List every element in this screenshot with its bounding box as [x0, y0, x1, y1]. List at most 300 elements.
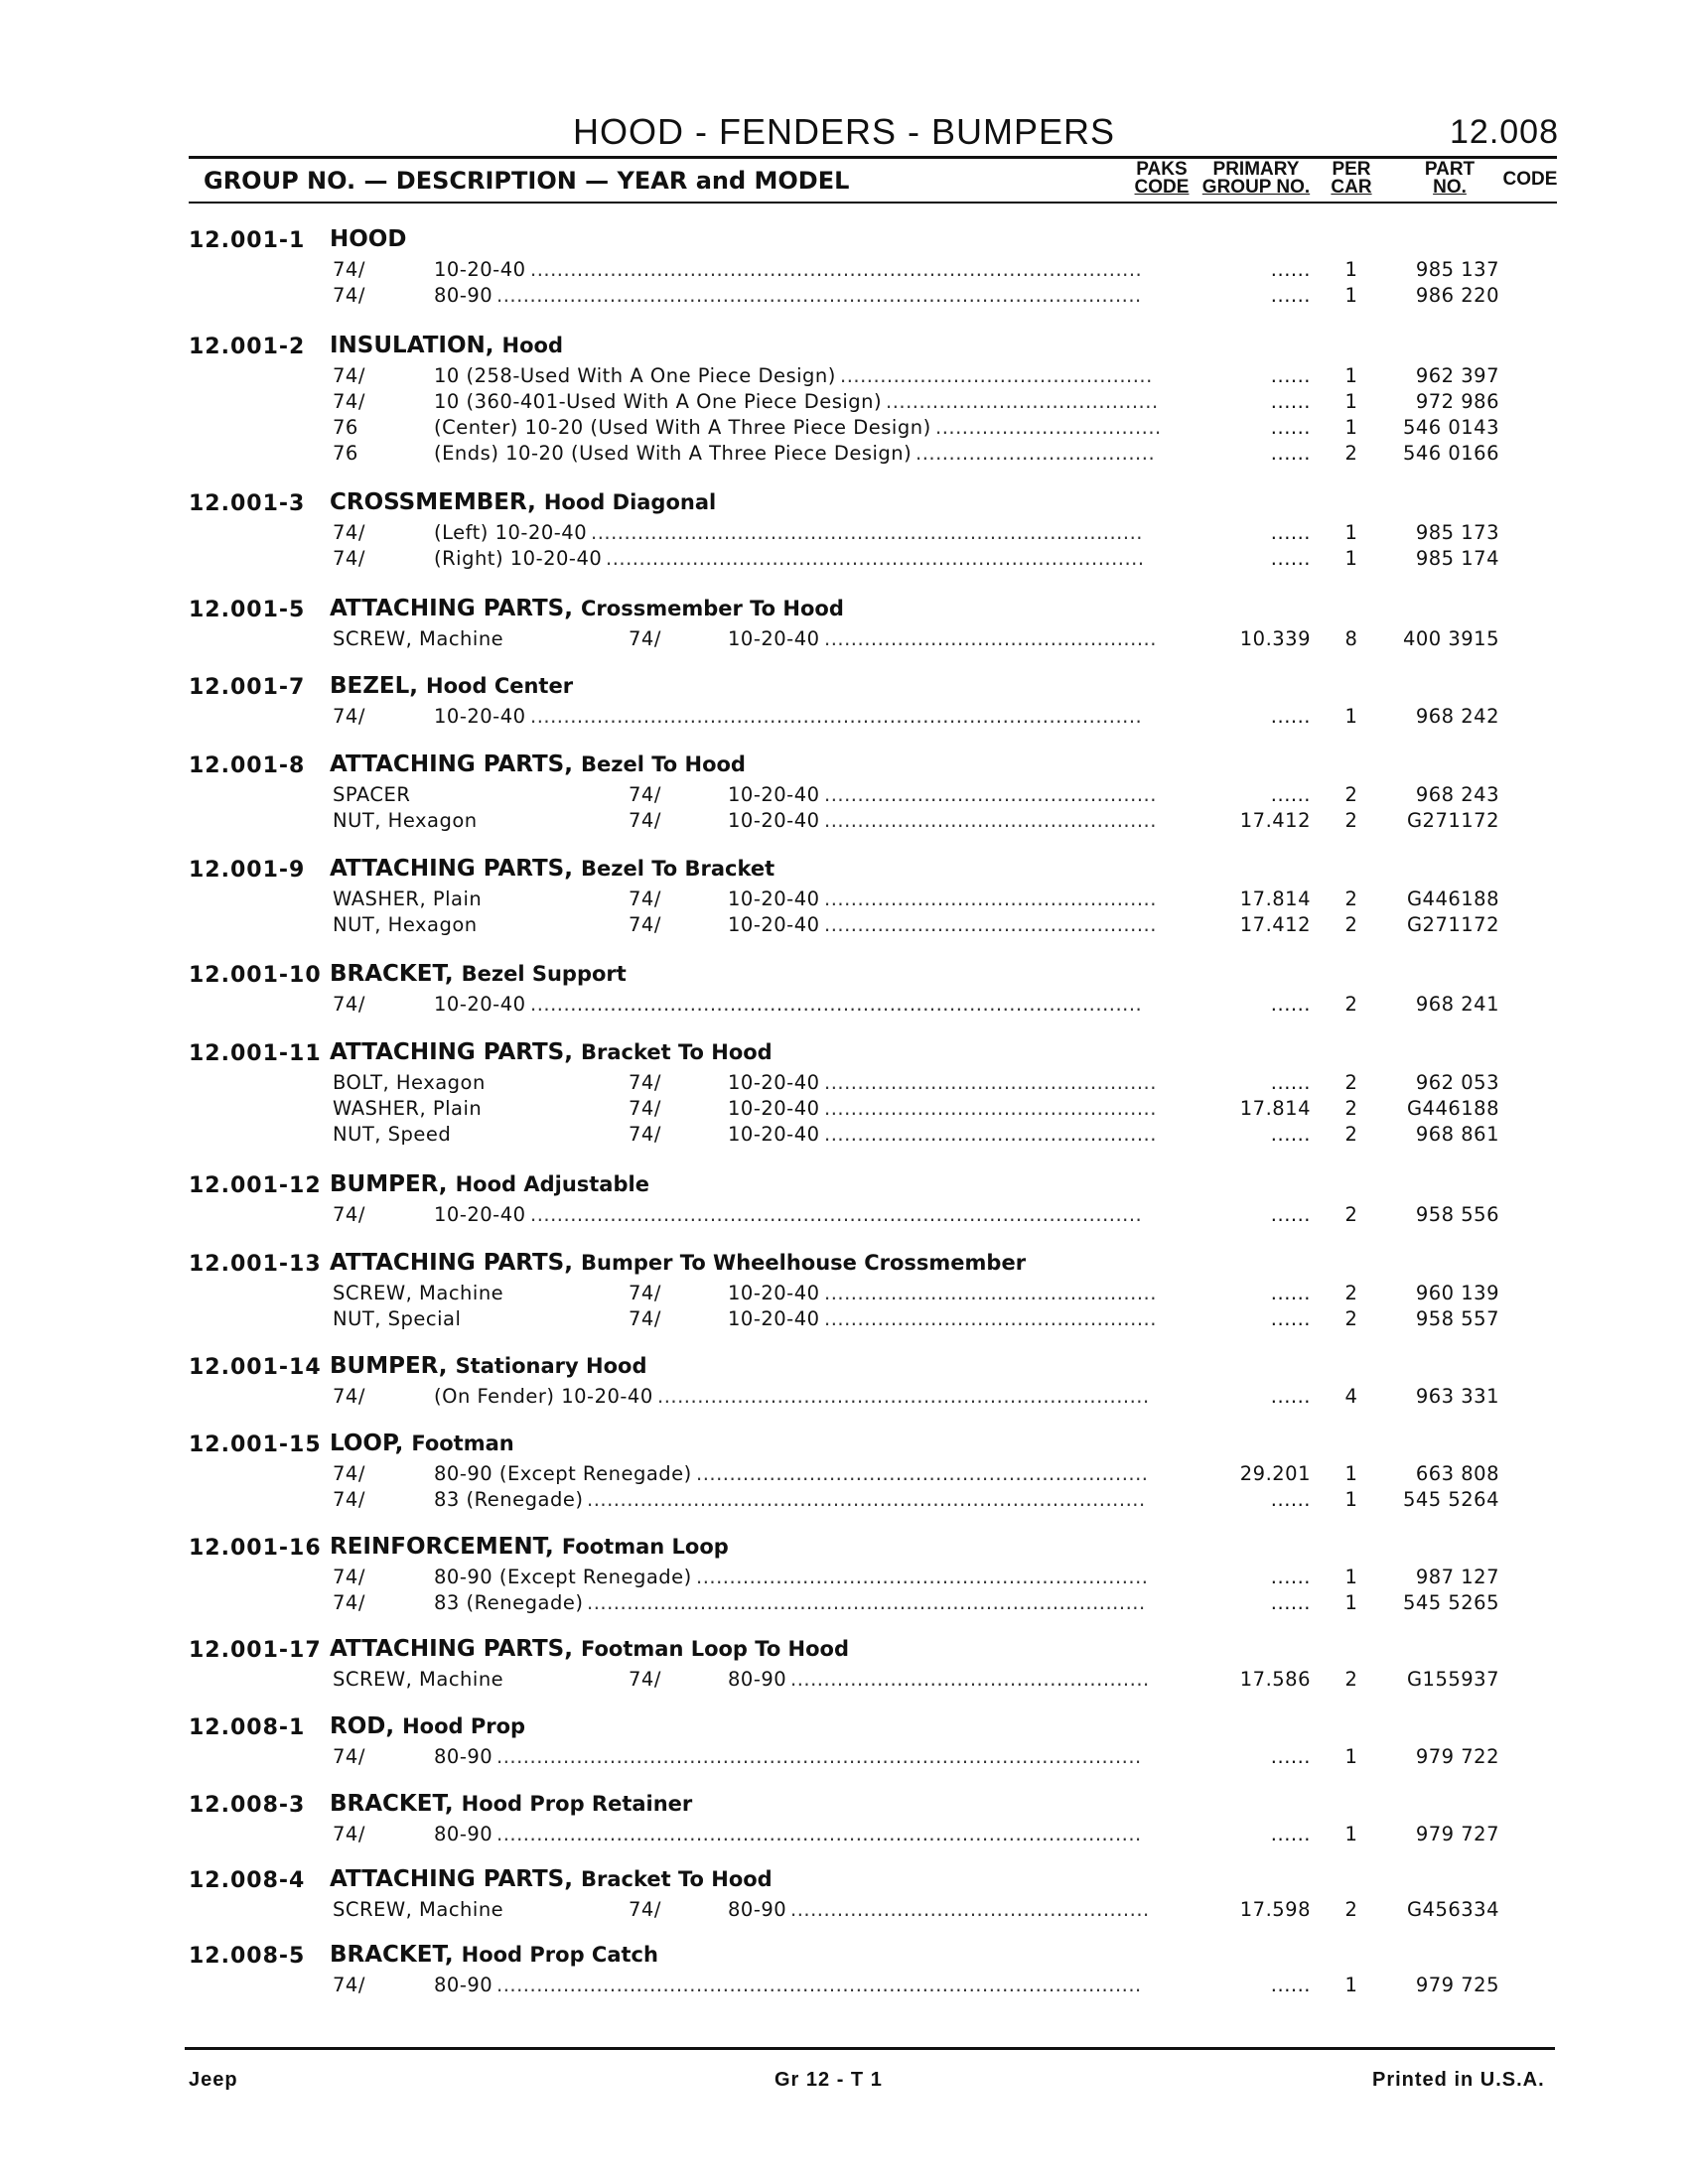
- group-number: 12.001-16: [189, 1536, 322, 1561]
- dot-leader: .................................................................................................: [496, 1974, 1142, 1996]
- dot-leader: ......................................................: [790, 1668, 1150, 1691]
- part-row: [0, 258, 1688, 284]
- model-description: 80-90: [434, 1745, 493, 1768]
- primary-group-no: ......: [1270, 705, 1311, 728]
- group-title: [330, 489, 716, 515]
- part-number: 985 137: [1415, 258, 1499, 281]
- group-number: 12.008-1: [189, 1715, 306, 1740]
- primary-group-no: ......: [1270, 442, 1311, 465]
- primary-group-no: ......: [1270, 521, 1311, 544]
- item-name: NUT, Hexagon: [333, 913, 478, 936]
- per-car-qty: 2: [1344, 1282, 1358, 1304]
- model-description: 83 (Renegade): [434, 1488, 584, 1511]
- part-row: [0, 390, 1688, 416]
- item-name: SPACER: [333, 783, 411, 806]
- per-car-qty: 8: [1344, 627, 1358, 650]
- part-number: 958 557: [1415, 1307, 1499, 1330]
- per-car-qty: 1: [1344, 1823, 1358, 1845]
- column-header-code: CODE: [1502, 169, 1558, 190]
- part-number: G446188: [1406, 887, 1499, 910]
- group-subtitle: Hood Prop Retainer: [461, 1792, 693, 1816]
- dot-leader: ............................................................................................: [530, 1203, 1143, 1226]
- dot-leader: ..................................: [935, 416, 1162, 439]
- footer-group-ref: Gr 12 - T 1: [774, 2069, 883, 2091]
- model-year: 74/: [333, 1823, 365, 1845]
- group-subtitle: Hood Prop: [402, 1714, 526, 1738]
- group-number: 12.001-9: [189, 858, 306, 883]
- part-number: 960 139: [1415, 1282, 1499, 1304]
- per-car-qty: 1: [1344, 390, 1358, 413]
- group-title: [330, 1942, 658, 1968]
- dot-leader: ..................................................: [824, 809, 1157, 832]
- group-number: 12.001-11: [189, 1041, 322, 1066]
- group-subtitle: Hood Diagonal: [543, 490, 717, 514]
- group-name: BRACKET,: [330, 961, 454, 987]
- part-number: G271172: [1406, 913, 1499, 936]
- part-row: [0, 1566, 1688, 1591]
- dot-leader: ..........................................................................: [657, 1385, 1150, 1408]
- dot-leader: ..................................................: [824, 887, 1157, 910]
- primary-group-no: ......: [1270, 1823, 1311, 1845]
- part-row: [0, 1898, 1688, 1924]
- item-name: NUT, Hexagon: [333, 809, 478, 832]
- primary-group-no: ......: [1270, 1591, 1311, 1614]
- part-number: 968 243: [1415, 783, 1499, 806]
- dot-leader: .................................................................................: [606, 547, 1145, 570]
- group-number: 12.001-12: [189, 1173, 322, 1198]
- group-name: LOOP,: [330, 1431, 404, 1456]
- model-description: 10-20-40: [728, 913, 820, 936]
- model-year: 74/: [629, 1668, 661, 1691]
- primary-group-no: ......: [1270, 1488, 1311, 1511]
- group-subtitle: Footman Loop: [561, 1535, 729, 1559]
- model-year: 74/: [333, 1488, 365, 1511]
- dot-leader: ......................................................: [790, 1898, 1150, 1921]
- model-description: 10-20-40: [728, 1123, 820, 1146]
- per-car-qty: 2: [1344, 1203, 1358, 1226]
- part-number: 546 0166: [1402, 442, 1499, 465]
- model-year: 76: [333, 442, 358, 465]
- group-subtitle: Bracket To Hood: [581, 1867, 773, 1891]
- per-car-qty: 2: [1344, 913, 1358, 936]
- model-year: 74/: [629, 809, 661, 832]
- model-description: (On Fender) 10-20-40: [434, 1385, 653, 1408]
- primary-group-no: ......: [1270, 364, 1311, 387]
- part-row: [0, 521, 1688, 547]
- model-year: 74/: [333, 705, 365, 728]
- model-year: 74/: [629, 1307, 661, 1330]
- per-car-qty: 2: [1344, 1097, 1358, 1120]
- model-year: 74/: [333, 1385, 365, 1408]
- per-car-qty: 2: [1344, 783, 1358, 806]
- model-description: 80-90 (Except Renegade): [434, 1462, 692, 1485]
- primary-group-no: ......: [1270, 258, 1311, 281]
- part-number: 979 725: [1415, 1974, 1499, 1996]
- model-year: 74/: [333, 547, 365, 570]
- part-number: G446188: [1406, 1097, 1499, 1120]
- per-car-qty: 2: [1344, 809, 1358, 832]
- model-description: (Right) 10-20-40: [434, 547, 603, 570]
- part-number: 979 727: [1415, 1823, 1499, 1845]
- group-name: ROD,: [330, 1713, 395, 1739]
- group-subtitle: Bumper To Wheelhouse Crossmember: [581, 1251, 1027, 1275]
- dot-leader: ..................................................: [824, 1307, 1157, 1330]
- part-number: 985 174: [1415, 547, 1499, 570]
- group-subtitle: Footman: [411, 1432, 514, 1455]
- primary-group-no: ......: [1270, 1282, 1311, 1304]
- primary-group-no: ......: [1270, 547, 1311, 570]
- item-name: SCREW, Machine: [333, 1668, 504, 1691]
- group-name: CROSSMEMBER,: [330, 489, 536, 515]
- group-title: [330, 961, 627, 987]
- model-description: 80-90 (Except Renegade): [434, 1566, 692, 1588]
- model-description: 10 (258-Used With A One Piece Design): [434, 364, 836, 387]
- group-number: 12.001-10: [189, 963, 322, 988]
- part-row: [0, 913, 1688, 939]
- dot-leader: ............................................................................................: [530, 705, 1143, 728]
- primary-group-no: 17.814: [1239, 887, 1311, 910]
- primary-group-no: ......: [1270, 1123, 1311, 1146]
- part-number: 958 556: [1415, 1203, 1499, 1226]
- item-name: SCREW, Machine: [333, 1898, 504, 1921]
- part-row: [0, 1203, 1688, 1229]
- group-subtitle: Hood Prop Catch: [461, 1943, 658, 1967]
- group-number: 12.008-3: [189, 1793, 306, 1818]
- column-header-per-car: PER CAR: [1331, 159, 1372, 198]
- group-name: ATTACHING PARTS,: [330, 1866, 573, 1892]
- primary-group-no: ......: [1270, 416, 1311, 439]
- primary-group-no: 17.412: [1239, 809, 1311, 832]
- part-row: [0, 887, 1688, 913]
- model-description: 10-20-40: [728, 1097, 820, 1120]
- model-year: 74/: [629, 627, 661, 650]
- primary-group-no: ......: [1270, 1974, 1311, 1996]
- model-description: 10-20-40: [434, 705, 526, 728]
- group-name: ATTACHING PARTS,: [330, 1250, 573, 1276]
- part-number: G271172: [1406, 809, 1499, 832]
- part-number: 400 3915: [1402, 627, 1499, 650]
- group-subtitle: Bracket To Hood: [581, 1040, 773, 1064]
- dot-leader: ...................................................................................: [591, 521, 1143, 544]
- group-name: ATTACHING PARTS,: [330, 596, 573, 621]
- primary-group-no: ......: [1270, 993, 1311, 1016]
- per-car-qty: 4: [1344, 1385, 1358, 1408]
- group-title: [330, 1250, 1026, 1276]
- dot-leader: .................................................................................................: [496, 284, 1142, 307]
- item-name: BOLT, Hexagon: [333, 1071, 486, 1094]
- group-name: ATTACHING PARTS,: [330, 1636, 573, 1662]
- part-number: 962 397: [1415, 364, 1499, 387]
- footer-rule: [185, 2047, 1555, 2050]
- group-number: 12.001-14: [189, 1355, 322, 1380]
- item-name: SCREW, Machine: [333, 1282, 504, 1304]
- primary-group-no: 17.598: [1239, 1898, 1311, 1921]
- part-number: 986 220: [1415, 284, 1499, 307]
- item-name: WASHER, Plain: [333, 887, 483, 910]
- per-car-qty: 2: [1344, 887, 1358, 910]
- part-row: [0, 1591, 1688, 1617]
- group-name: INSULATION,: [330, 333, 494, 358]
- per-car-qty: 1: [1344, 521, 1358, 544]
- part-row: [0, 1823, 1688, 1848]
- model-description: 10-20-40: [434, 258, 526, 281]
- model-year: 74/: [333, 1566, 365, 1588]
- per-car-qty: 1: [1344, 1974, 1358, 1996]
- dot-leader: ............................................................................................: [530, 258, 1143, 281]
- part-row: [0, 627, 1688, 653]
- model-year: 74/: [333, 1462, 365, 1485]
- group-number: 12.001-13: [189, 1252, 322, 1277]
- group-title: [330, 673, 573, 699]
- group-subtitle: Hood: [501, 334, 563, 357]
- dot-leader: ..................................................: [824, 1123, 1157, 1146]
- dot-leader: ..................................................: [824, 783, 1157, 806]
- part-row: [0, 993, 1688, 1019]
- model-description: (Left) 10-20-40: [434, 521, 588, 544]
- per-car-qty: 1: [1344, 364, 1358, 387]
- part-number: 968 861: [1415, 1123, 1499, 1146]
- part-row: [0, 1668, 1688, 1694]
- model-year: 74/: [333, 993, 365, 1016]
- group-name: ATTACHING PARTS,: [330, 1039, 573, 1065]
- model-description: (Ends) 10-20 (Used With A Three Piece Design): [434, 442, 913, 465]
- per-car-qty: 1: [1344, 1462, 1358, 1485]
- group-name: REINFORCEMENT,: [330, 1534, 554, 1560]
- group-number: 12.001-17: [189, 1638, 322, 1663]
- group-number: 12.008-4: [189, 1868, 306, 1893]
- group-number: 12.001-15: [189, 1433, 322, 1457]
- model-year: 74/: [333, 521, 365, 544]
- per-car-qty: 1: [1344, 1488, 1358, 1511]
- part-row: [0, 1307, 1688, 1333]
- group-number: 12.001-3: [189, 491, 306, 516]
- per-car-qty: 2: [1344, 1123, 1358, 1146]
- group-title: [330, 1039, 773, 1065]
- per-car-qty: 1: [1344, 705, 1358, 728]
- model-description: 10 (360-401-Used With A One Piece Design): [434, 390, 883, 413]
- model-description: 80-90: [434, 284, 493, 307]
- dot-leader: ....................................................................: [696, 1566, 1149, 1588]
- model-year: 76: [333, 416, 358, 439]
- model-description: 10-20-40: [728, 887, 820, 910]
- per-car-qty: 2: [1344, 442, 1358, 465]
- group-title: [330, 596, 844, 621]
- item-name: WASHER, Plain: [333, 1097, 483, 1120]
- per-car-qty: 1: [1344, 547, 1358, 570]
- model-description: 10-20-40: [728, 1307, 820, 1330]
- group-name: HOOD: [330, 226, 407, 252]
- per-car-qty: 2: [1344, 1668, 1358, 1691]
- group-title: [330, 1353, 647, 1379]
- group-title: [330, 1636, 849, 1662]
- dot-leader: .................................................................................................: [496, 1745, 1142, 1768]
- column-header-main: GROUP NO. — DESCRIPTION — YEAR and MODEL: [204, 167, 850, 195]
- dot-leader: ...............................................: [840, 364, 1153, 387]
- model-year: 74/: [629, 913, 661, 936]
- part-row: [0, 364, 1688, 390]
- dot-leader: ..................................................: [824, 1282, 1157, 1304]
- part-row: [0, 705, 1688, 731]
- part-number: 987 127: [1415, 1566, 1499, 1588]
- model-description: 10-20-40: [728, 809, 820, 832]
- model-year: 74/: [333, 284, 365, 307]
- model-year: 74/: [629, 1898, 661, 1921]
- part-row: [0, 1462, 1688, 1488]
- group-subtitle: Bezel To Hood: [581, 752, 746, 776]
- primary-group-no: 17.814: [1239, 1097, 1311, 1120]
- group-title: [330, 1534, 729, 1560]
- model-description: 80-90: [434, 1823, 493, 1845]
- group-name: BRACKET,: [330, 1942, 454, 1968]
- part-number: 545 5264: [1402, 1488, 1499, 1511]
- per-car-qty: 1: [1344, 416, 1358, 439]
- group-name: BRACKET,: [330, 1791, 454, 1817]
- part-row: [0, 1974, 1688, 1999]
- group-title: [330, 856, 774, 882]
- model-description: 80-90: [728, 1898, 787, 1921]
- group-name: ATTACHING PARTS,: [330, 856, 573, 882]
- group-number: 12.001-5: [189, 598, 306, 622]
- part-number: G155937: [1406, 1668, 1499, 1691]
- model-year: 74/: [333, 258, 365, 281]
- group-title: [330, 751, 746, 777]
- per-car-qty: 1: [1344, 284, 1358, 307]
- footer-printed: Printed in U.S.A.: [1372, 2069, 1545, 2091]
- dot-leader: ....................................................................................: [587, 1488, 1146, 1511]
- part-number: 968 242: [1415, 705, 1499, 728]
- item-name: NUT, Special: [333, 1307, 462, 1330]
- primary-group-no: ......: [1270, 1566, 1311, 1588]
- group-name: BEZEL,: [330, 673, 419, 699]
- group-name: BUMPER,: [330, 1171, 448, 1197]
- part-number: 979 722: [1415, 1745, 1499, 1768]
- part-number: 545 5265: [1402, 1591, 1499, 1614]
- group-subtitle: Crossmember To Hood: [581, 597, 844, 620]
- part-row: [0, 1488, 1688, 1514]
- model-description: 80-90: [728, 1668, 787, 1691]
- dot-leader: ..................................................: [824, 1097, 1157, 1120]
- primary-group-no: ......: [1270, 1203, 1311, 1226]
- dot-leader: ....................................................................................: [587, 1591, 1146, 1614]
- model-year: 74/: [629, 1097, 661, 1120]
- group-number: 12.001-2: [189, 335, 306, 359]
- part-row: [0, 547, 1688, 573]
- part-row: [0, 1385, 1688, 1411]
- part-row: [0, 1282, 1688, 1307]
- dot-leader: .................................................................................................: [496, 1823, 1142, 1845]
- model-year: 74/: [629, 1282, 661, 1304]
- model-year: 74/: [629, 1123, 661, 1146]
- group-name: ATTACHING PARTS,: [330, 751, 573, 777]
- primary-group-no: 17.586: [1239, 1668, 1311, 1691]
- per-car-qty: 2: [1344, 1071, 1358, 1094]
- per-car-qty: 2: [1344, 1898, 1358, 1921]
- part-number: 972 986: [1415, 390, 1499, 413]
- part-number: 546 0143: [1402, 416, 1499, 439]
- part-number: G456334: [1406, 1898, 1499, 1921]
- model-description: (Center) 10-20 (Used With A Three Piece Design): [434, 416, 931, 439]
- primary-group-no: 17.412: [1239, 913, 1311, 936]
- column-header-part-no: PART NO.: [1424, 159, 1476, 198]
- model-description: 10-20-40: [728, 1282, 820, 1304]
- part-row: [0, 809, 1688, 835]
- group-number: 12.001-1: [189, 228, 306, 253]
- model-description: 10-20-40: [434, 1203, 526, 1226]
- per-car-qty: 1: [1344, 1566, 1358, 1588]
- model-year: 74/: [629, 887, 661, 910]
- model-year: 74/: [629, 1071, 661, 1094]
- group-subtitle: Footman Loop To Hood: [581, 1637, 850, 1661]
- model-description: 80-90: [434, 1974, 493, 1996]
- primary-group-no: ......: [1270, 390, 1311, 413]
- part-row: [0, 1745, 1688, 1771]
- primary-group-no: ......: [1270, 1071, 1311, 1094]
- group-title: [330, 226, 406, 252]
- primary-group-no: ......: [1270, 284, 1311, 307]
- model-description: 10-20-40: [728, 1071, 820, 1094]
- group-title: [330, 1713, 525, 1739]
- per-car-qty: 2: [1344, 993, 1358, 1016]
- dot-leader: ..................................................: [824, 913, 1157, 936]
- dot-leader: .........................................: [886, 390, 1159, 413]
- footer-brand: Jeep: [189, 2069, 238, 2091]
- group-subtitle: Hood Center: [426, 674, 574, 698]
- group-subtitle: Stationary Hood: [455, 1354, 647, 1378]
- per-car-qty: 1: [1344, 1591, 1358, 1614]
- part-row: [0, 442, 1688, 468]
- part-number: 962 053: [1415, 1071, 1499, 1094]
- page-title: HOOD - FENDERS - BUMPERS: [572, 111, 1116, 152]
- model-year: 74/: [333, 1203, 365, 1226]
- per-car-qty: 1: [1344, 258, 1358, 281]
- group-subtitle: Hood Adjustable: [455, 1172, 649, 1196]
- dot-leader: ..................................................: [824, 1071, 1157, 1094]
- model-description: 83 (Renegade): [434, 1591, 584, 1614]
- dot-leader: ............................................................................................: [530, 993, 1143, 1016]
- model-description: 10-20-40: [434, 993, 526, 1016]
- group-subtitle: Bezel To Bracket: [581, 857, 775, 881]
- primary-group-no: ......: [1270, 783, 1311, 806]
- part-number: 663 808: [1415, 1462, 1499, 1485]
- group-subtitle: Bezel Support: [461, 962, 627, 986]
- group-name: BUMPER,: [330, 1353, 448, 1379]
- group-title: [330, 1866, 773, 1892]
- dot-leader: ....................................................................: [696, 1462, 1149, 1485]
- group-title: [330, 1431, 514, 1456]
- model-year: 74/: [333, 1591, 365, 1614]
- group-title: [330, 1171, 649, 1197]
- part-row: [0, 416, 1688, 442]
- primary-group-no: ......: [1270, 1385, 1311, 1408]
- model-year: 74/: [629, 783, 661, 806]
- dot-leader: ..................................................: [824, 627, 1157, 650]
- group-number: 12.001-8: [189, 753, 306, 778]
- part-row: [0, 284, 1688, 310]
- primary-group-no: ......: [1270, 1745, 1311, 1768]
- primary-group-no: ......: [1270, 1307, 1311, 1330]
- part-row: [0, 1097, 1688, 1123]
- page-number: 12.008: [1450, 113, 1559, 151]
- group-number: 12.008-5: [189, 1944, 306, 1969]
- part-row: [0, 1071, 1688, 1097]
- group-title: [330, 1791, 692, 1817]
- model-description: 10-20-40: [728, 627, 820, 650]
- group-title: [330, 333, 563, 358]
- model-year: 74/: [333, 1745, 365, 1768]
- per-car-qty: 1: [1344, 1745, 1358, 1768]
- item-name: SCREW, Machine: [333, 627, 504, 650]
- part-number: 968 241: [1415, 993, 1499, 1016]
